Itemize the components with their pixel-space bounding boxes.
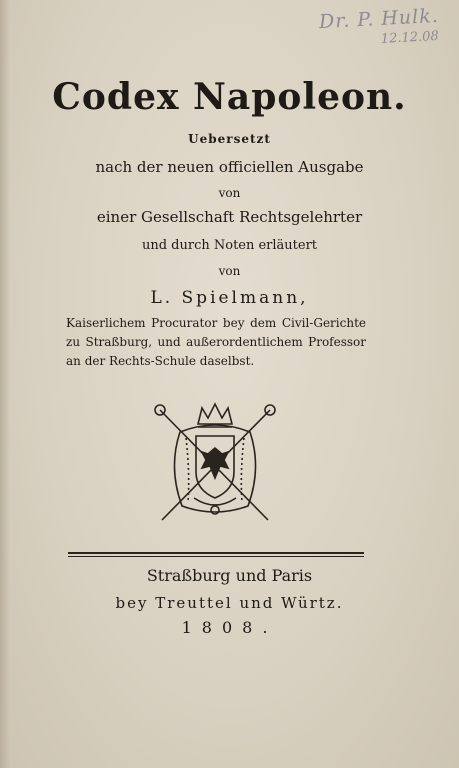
handwritten-inscription [318,4,440,47]
imprint-publisher: bey Treuttel und Würtz. [115,594,344,612]
divider-thick [68,552,364,554]
subtitle-uebersetzt: Uebersetzt [188,132,271,146]
imprint-place: Straßburg und Paris [146,566,313,585]
subtitle-notes: und durch Noten erläutert [141,238,318,253]
subtitle-edition: nach der neuen officiellen Ausgabe [95,158,364,176]
imprint-year: 1808. [181,618,278,637]
book-title: Codex Napoleon. [52,76,407,118]
subtitle-society: einer Gesellschaft Rechtsgelehrter [96,208,363,226]
subtitle-von-author: von [218,264,241,278]
inscription-date: 12.12.08 [380,28,440,47]
subtitle-von: von [218,186,241,200]
inscription-name: Dr. P. Hulk. [318,4,440,34]
author-name: L. Spielmann, [150,288,309,308]
author-affiliation: Kaiserlichem Procurator bey dem Civil-Gerichte zu Straßburg, und außerordentlichem Professor an der Rechts-Schule daselbst. [66,316,366,368]
imperial-eagle-coat-of-arms-icon [150,398,280,526]
divider-thin [68,556,364,557]
